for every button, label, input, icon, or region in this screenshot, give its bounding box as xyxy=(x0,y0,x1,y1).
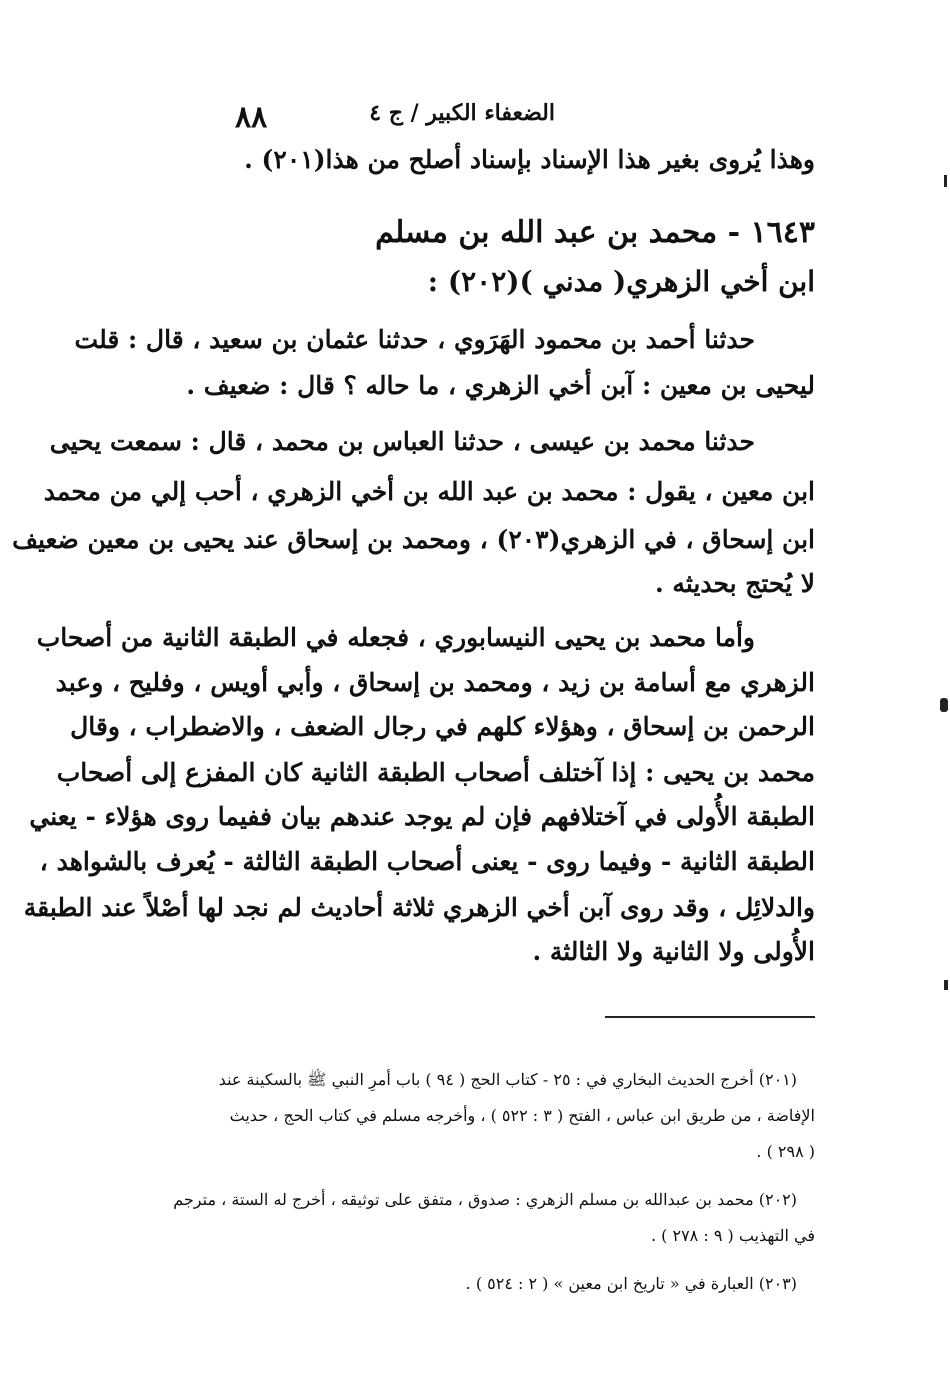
paragraph-2-line-1: حدثنا محمد بن عيسى ، حدثنا العباس بن محمد ، قال : سمعت يحيى xyxy=(49,427,755,456)
continuation-line: وهذا يُروى بغير هذا الإسناد بإسناد أصلح من هذا(٢٠١) . xyxy=(244,145,815,174)
paragraph-3-line-3: الرحمن بن إسحاق ، وهؤلاء كلهم في رجال الضعف ، والاضطراب ، وقال xyxy=(70,712,815,741)
paragraph-3-line-8: الأُولى ولا الثانية ولا الثالثة . xyxy=(532,937,815,966)
page-number: ٨٨ xyxy=(235,100,268,135)
paragraph-3-line-7: والدلائِل ، وقد روى آبن أخي الزهري ثلاثة أحاديث لم نجد لها أصْلاً عند الطبقة xyxy=(23,893,815,922)
footnote-203-line-1: (٢٠٣) العبارة في « تاريخ ابن معين » ( ٢ : ٥٢٤ ) . xyxy=(465,1274,797,1293)
paragraph-2-line-2: ابن معين ، يقول : محمد بن عبد الله بن أخي الزهري ، أحب إلي من محمد xyxy=(43,477,815,506)
footnote-202-line-1: (٢٠٢) محمد بن عبدالله بن مسلم الزهري : صدوق ، متفق على توثيقه ، أخرج له الستة ، مترجم xyxy=(173,1190,797,1209)
footnote-201-line-3: ( ٢٩٨ ) . xyxy=(756,1142,815,1161)
paragraph-1-line-1: حدثنا أحمد بن محمود الهَرَوي ، حدثنا عثمان بن سعيد ، قال : قلت xyxy=(74,325,755,354)
running-title: الضعفاء الكبير / ج ٤ xyxy=(369,100,555,126)
paragraph-1-line-2: ليحيى بن معين : آبن أخي الزهري ، ما حاله ؟ قال : ضعيف . xyxy=(186,371,815,400)
footnote-202-line-2: في التهذيب ( ٩ : ٢٧٨ ) . xyxy=(650,1226,815,1245)
entry-heading-line-2: ابن أخي الزهري( مدني )(٢٠٢) : xyxy=(427,265,815,298)
page-header xyxy=(235,100,815,136)
entry-heading-line-1: ١٦٤٣ - محمد بن عبد الله بن مسلم xyxy=(375,215,815,250)
scan-margin-mark xyxy=(940,698,948,712)
scan-margin-mark xyxy=(944,175,947,187)
paragraph-2-line-4: لا يُحتج بحديثه . xyxy=(655,569,815,598)
paragraph-3-line-2: الزهري مع أسامة بن زيد ، ومحمد بن إسحاق ، وأبي أويس ، وفليح ، وعبد xyxy=(55,668,815,697)
footnote-201-line-1: (٢٠١) أخرج الحديث البخاري في : ٢٥ - كتاب الحج ( ٩٤ ) باب أمرِ النبي ﷺ بالسكينة عند xyxy=(218,1070,797,1089)
paragraph-2-line-3: ابن إسحاق ، في الزهري(٢٠٣) ، ومحمد بن إسحاق عند يحيى بن معين ضعيف xyxy=(12,525,815,554)
paragraph-3-line-5: الطبقة الأُولى في آختلافهم فإن لم يوجد عندهم بيان ففيما روى هؤلاء - يعني xyxy=(29,802,815,831)
paragraph-3-line-4: محمد بن يحيى : إذا آختلف أصحاب الطبقة الثانية كان المفزع إلى أصحاب xyxy=(56,758,815,787)
paragraph-3-line-1: وأما محمد بن يحيى النيسابوري ، فجعله في الطبقة الثانية من أصحاب xyxy=(36,623,755,652)
paragraph-3-line-6: الطبقة الثانية - وفيما روى - يعنى أصحاب الطبقة الثالثة - يُعرف بالشواهد ، xyxy=(39,847,815,876)
footnote-201-line-2: الإفاضة ، من طريق ابن عباس ، الفتح ( ٣ : ٥٢٢ ) ، وأخرجه مسلم في كتاب الحج ، حديث xyxy=(229,1106,815,1125)
footnote-separator xyxy=(605,1016,815,1018)
scan-margin-mark xyxy=(944,980,948,990)
